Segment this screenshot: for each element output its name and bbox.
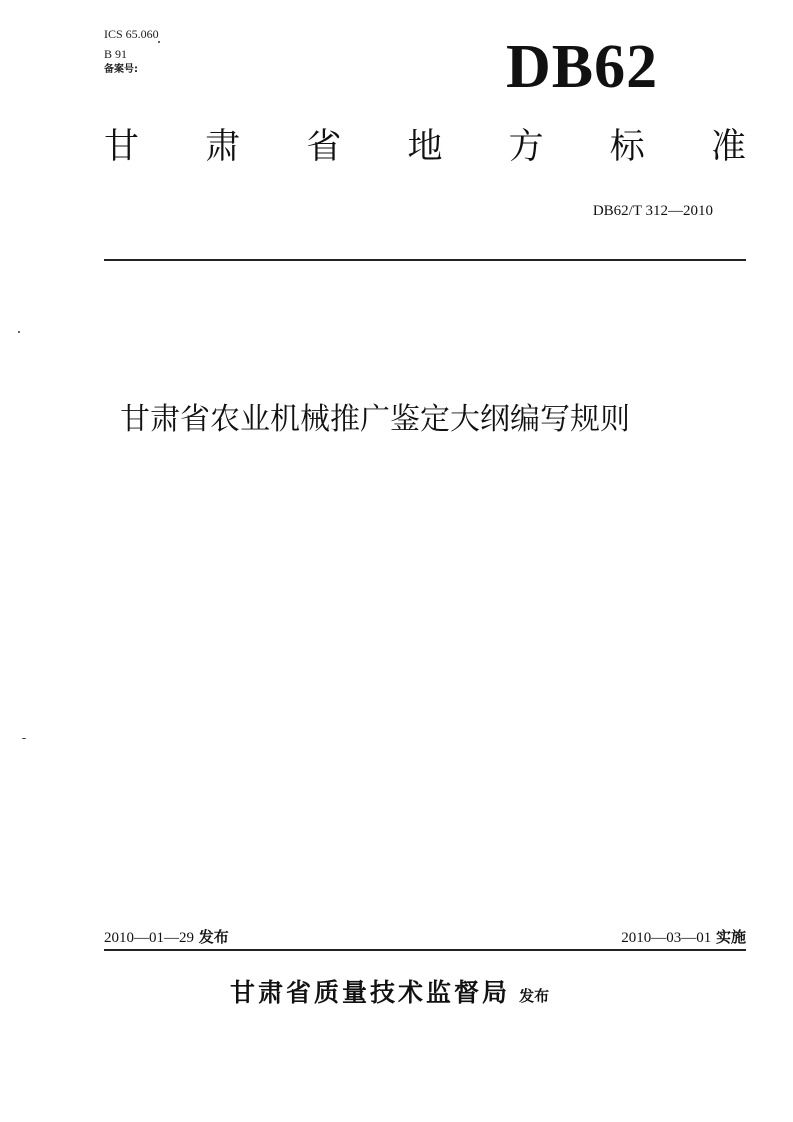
filing-number-label: 备案号: <box>104 64 138 75</box>
date-row <box>104 926 746 947</box>
standard-type-title <box>104 127 746 167</box>
scan-speck <box>22 738 26 739</box>
ics-code: ICS 65.060 <box>104 27 159 41</box>
header-divider <box>104 259 746 261</box>
implement-date: 2010—03—01 <box>621 930 712 946</box>
standard-number: DB62/T 312—2010 <box>592 203 713 219</box>
issuer-organization: 甘肃省质量技术监督局 <box>230 978 511 1007</box>
standard-type-char: 肃 <box>205 127 241 167</box>
classification-code: B 91 <box>104 47 128 61</box>
standard-type-char: 地 <box>407 127 443 167</box>
standard-type-char: 标 <box>609 127 645 167</box>
standard-type-char: 方 <box>508 127 544 167</box>
scan-speck <box>18 331 20 333</box>
issue-date-group <box>104 926 229 947</box>
issuer-line <box>230 973 549 1009</box>
issue-label: 发布 <box>198 928 229 946</box>
issue-date: 2010—01—29 <box>104 930 194 946</box>
document-title: 甘肃省农业机械推广鉴定大纲编写规则 <box>120 402 630 437</box>
standard-type-char: 甘 <box>104 127 140 167</box>
date-divider <box>104 949 746 951</box>
implement-date-group <box>621 926 746 947</box>
standard-type-char: 准 <box>710 127 746 167</box>
standard-code: DB62 <box>506 33 659 101</box>
issuer-action: 发布 <box>519 987 550 1005</box>
scan-speck <box>158 41 160 43</box>
implement-label: 实施 <box>715 928 746 946</box>
standard-type-char: 省 <box>306 127 342 167</box>
